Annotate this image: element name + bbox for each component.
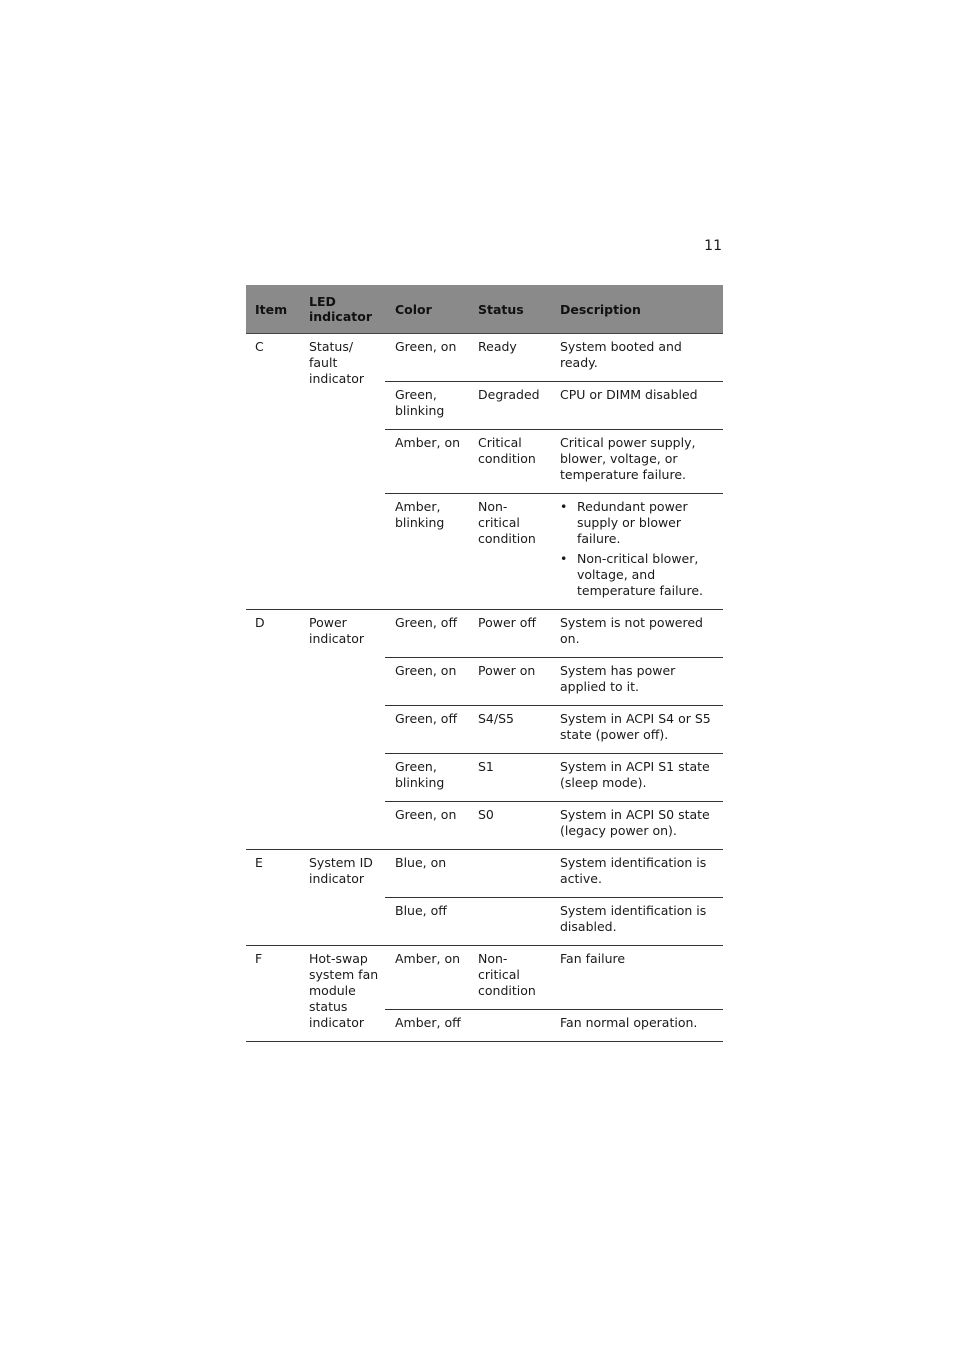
- status-cell: Non-critical condition: [468, 494, 550, 610]
- led-indicator-table: [246, 285, 723, 1042]
- table-header-row: [246, 285, 723, 334]
- status-cell: Critical condition: [468, 430, 550, 494]
- color-cell: Blue, off: [385, 898, 468, 946]
- status-cell: [468, 1010, 550, 1042]
- item-cell: C: [246, 334, 299, 610]
- color-cell: Green, on: [385, 658, 468, 706]
- item-cell: E: [246, 850, 299, 946]
- status-cell: S1: [468, 754, 550, 802]
- description-cell: Fan normal operation.: [550, 1010, 723, 1042]
- led-cell: Status/ fault indicator: [299, 334, 385, 610]
- item-cell: F: [246, 946, 299, 1042]
- color-cell: Green, on: [385, 334, 468, 382]
- status-cell: S0: [468, 802, 550, 850]
- header-item: Item: [246, 285, 299, 334]
- header-color: Color: [385, 285, 468, 334]
- description-cell: System in ACPI S1 state (sleep mode).: [550, 754, 723, 802]
- color-cell: Green, off: [385, 706, 468, 754]
- color-cell: Amber, blinking: [385, 494, 468, 610]
- page-number: 11: [704, 238, 722, 254]
- description-cell: System in ACPI S4 or S5 state (power off).: [550, 706, 723, 754]
- color-cell: Green, on: [385, 802, 468, 850]
- status-cell: [468, 898, 550, 946]
- table-row: [246, 850, 723, 898]
- color-cell: Amber, on: [385, 430, 468, 494]
- description-cell: System has power applied to it.: [550, 658, 723, 706]
- item-cell: D: [246, 610, 299, 850]
- description-cell: System identification is disabled.: [550, 898, 723, 946]
- bullet-item: • Redundant power supply or blower failure.: [560, 499, 717, 547]
- led-cell: System ID indicator: [299, 850, 385, 946]
- description-cell: [550, 494, 723, 610]
- color-cell: Green, blinking: [385, 382, 468, 430]
- header-status: Status: [468, 285, 550, 334]
- led-cell: Power indicator: [299, 610, 385, 850]
- table-row: [246, 946, 723, 1010]
- color-cell: Blue, on: [385, 850, 468, 898]
- description-cell: Fan failure: [550, 946, 723, 1010]
- description-bullet-list: [560, 499, 717, 599]
- status-cell: Non-critical condition: [468, 946, 550, 1010]
- status-cell: S4/S5: [468, 706, 550, 754]
- color-cell: Amber, off: [385, 1010, 468, 1042]
- status-cell: [468, 850, 550, 898]
- header-led-indicator: LED indicator: [299, 285, 385, 334]
- status-cell: Degraded: [468, 382, 550, 430]
- description-cell: System booted and ready.: [550, 334, 723, 382]
- description-cell: System is not powered on.: [550, 610, 723, 658]
- color-cell: Green, blinking: [385, 754, 468, 802]
- status-cell: Power on: [468, 658, 550, 706]
- description-cell: Critical power supply, blower, voltage, or temperature failure.: [550, 430, 723, 494]
- color-cell: Green, off: [385, 610, 468, 658]
- table-row: [246, 610, 723, 658]
- led-cell: Hot-swap system fan module status indicator: [299, 946, 385, 1042]
- status-cell: Ready: [468, 334, 550, 382]
- table-row: [246, 334, 723, 382]
- description-cell: CPU or DIMM disabled: [550, 382, 723, 430]
- description-cell: System in ACPI S0 state (legacy power on).: [550, 802, 723, 850]
- description-cell: System identification is active.: [550, 850, 723, 898]
- bullet-item: • Non-critical blower, voltage, and temperature failure.: [560, 551, 717, 599]
- status-cell: Power off: [468, 610, 550, 658]
- color-cell: Amber, on: [385, 946, 468, 1010]
- header-description: Description: [550, 285, 723, 334]
